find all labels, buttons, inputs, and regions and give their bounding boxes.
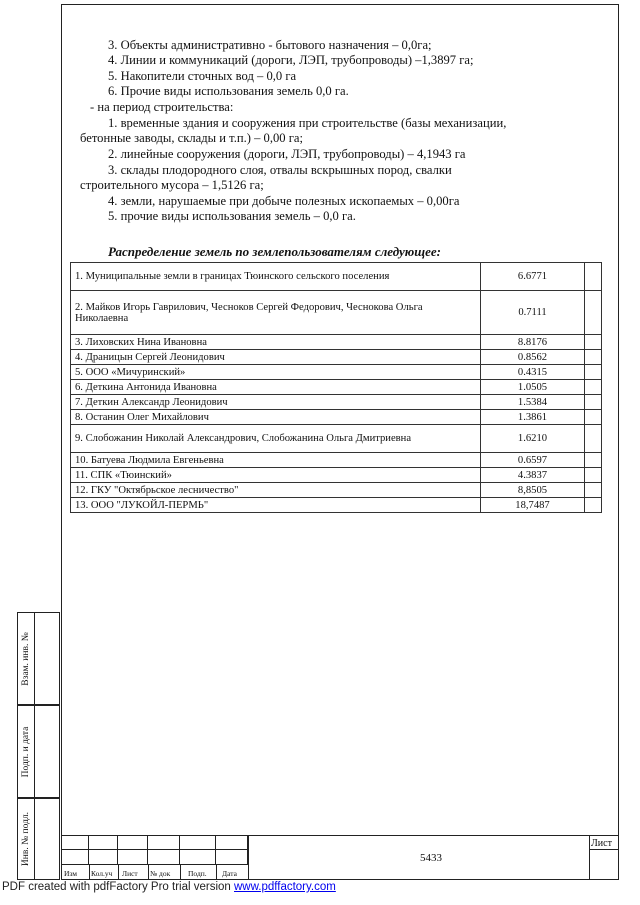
land-area-value: 8,8505 [481, 483, 585, 498]
text-line: 4. земли, нарушаемые при добыче полезных ископаемых – 0,00га [108, 194, 460, 208]
stamp-header-data: Дата [222, 869, 237, 878]
table-row [71, 291, 602, 335]
side-block-podp [17, 705, 60, 798]
text-line: бетонные заводы, склады и т.п.) – 0,00 га; [80, 131, 303, 145]
table-row [71, 410, 602, 425]
text-line: 5. Накопители сточных вод – 0,0 га [108, 69, 297, 83]
stamp-header-podp: Подп. [188, 869, 207, 878]
text-line: 6. Прочие виды использования земель 0,0 га. [108, 84, 349, 98]
land-user-name: 2. Майков Игорь Гаврилович, Чесноков Сергей Федорович, Чеснокова Ольга Николаевна [71, 291, 481, 335]
stamp-header-doc: № док [150, 869, 171, 878]
table-row [71, 263, 602, 291]
text-line: 4. Линии и коммуникаций (дороги, ЛЭП, трубопроводы) –1,3897 га; [108, 53, 474, 67]
side-block-vzam [17, 612, 60, 705]
land-area-value: 6.6771 [481, 263, 585, 291]
side-label-inv: Инв. № подл. [21, 811, 31, 867]
land-user-name: 4. Драницын Сергей Леонидович [71, 350, 481, 365]
stamp-header-list: Лист [122, 869, 138, 878]
land-area-value: 4.3837 [481, 468, 585, 483]
text-line: 3. Объекты административно - бытового назначения – 0,0га; [108, 38, 432, 52]
land-user-name: 13. ООО "ЛУКОЙЛ-ПЕРМЬ" [71, 498, 481, 513]
land-user-name: 9. Слобожанин Николай Александрович, Слобожанина Ольга Дмитриевна [71, 425, 481, 453]
title-block [61, 835, 619, 880]
land-area-value: 1.6210 [481, 425, 585, 453]
footer-link[interactable]: www.pdffactory.com [234, 881, 336, 893]
side-label-vzam: Взам. инв. № [21, 631, 31, 686]
side-label-podp: Подп. и дата [21, 726, 31, 777]
land-user-name: 7. Деткин Александр Леонидович [71, 395, 481, 410]
land-area-value: 0.6597 [481, 453, 585, 468]
table-row [71, 365, 602, 380]
sheet-label: Лист [591, 838, 612, 849]
table-row [71, 395, 602, 410]
land-user-name: 1. Муниципальные земли в границах Тюинского сельского поселения [71, 263, 481, 291]
text-line: 5. прочие виды использования земель – 0,0 га. [108, 209, 356, 223]
table-row [71, 498, 602, 513]
stamp-header-kolvo: Кол.уч [91, 869, 113, 878]
table-row [71, 468, 602, 483]
side-block-inv [17, 798, 60, 880]
text-line: 1. временные здания и сооружения при строительстве (базы механизации, [108, 116, 507, 130]
land-area-value: 1.0505 [481, 380, 585, 395]
land-area-value: 0.4315 [481, 365, 585, 380]
text-line: 3. склады плодородного слоя, отвалы вскрышных пород, свалки [108, 163, 452, 177]
land-user-name: 12. ГКУ "Октябрьское лесничество" [71, 483, 481, 498]
text-line: 2. линейные сооружения (дороги, ЛЭП, трубопроводы) – 4,1943 га [108, 147, 466, 161]
land-user-name: 8. Останин Олег Михайлович [71, 410, 481, 425]
table-row [71, 453, 602, 468]
land-user-name: 6. Деткина Антонида Ивановна [71, 380, 481, 395]
land-user-name: 3. Лиховских Нина Ивановна [71, 335, 481, 350]
land-area-value: 18,7487 [481, 498, 585, 513]
text-line: - на период строительства: [90, 100, 234, 114]
land-user-name: 10. Батуева Людмила Евгеньевна [71, 453, 481, 468]
land-area-value: 0.7111 [481, 291, 585, 335]
table-row [71, 483, 602, 498]
land-user-name: 11. СПК «Тюинский» [71, 468, 481, 483]
land-area-value: 8.8176 [481, 335, 585, 350]
land-area-value: 1.3861 [481, 410, 585, 425]
land-area-value: 0.8562 [481, 350, 585, 365]
table-row [71, 380, 602, 395]
pdf-footer [2, 881, 336, 893]
stamp-header-izm: Изм [64, 869, 78, 878]
table-row [71, 335, 602, 350]
land-user-name: 5. ООО «Мичуринский» [71, 365, 481, 380]
table-row [71, 425, 602, 453]
land-area-value: 1.5384 [481, 395, 585, 410]
land-users-table [70, 262, 602, 513]
document-code: 5433 [420, 852, 442, 864]
distribution-heading: Распределение земель по землепользователям следующее: [108, 244, 441, 259]
table-row [71, 350, 602, 365]
footer-prefix: PDF created with pdfFactory Pro trial version [2, 881, 234, 893]
text-line: строительного мусора – 1,5126 га; [80, 178, 264, 192]
